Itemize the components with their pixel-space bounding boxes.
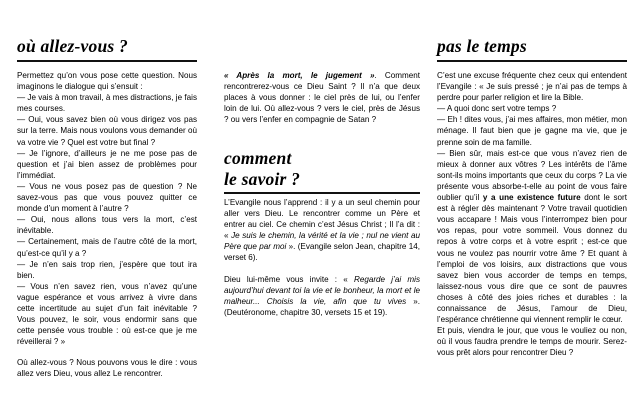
text-run: C’est une excuse fréquente chez ceux qui entendent l’Evangile : « Je suis pressé ; je n’ai pas de temps à perdre pour parler religion et lire la Bible. bbox=[437, 71, 627, 103]
paragraph bbox=[17, 114, 197, 147]
column-one bbox=[17, 0, 197, 400]
paragraph bbox=[17, 148, 197, 181]
text-run: Regarde j’ai mis aujourd’hui devant toi la vie et le bonheur, la mort et le malheur... Choisis la vie, afin que tu vives bbox=[224, 274, 420, 306]
text-run: Et puis, viendra le jour, que vous le vouliez ou non, où il vous faudra prendre le temps de mourir. Serez-vous prêt alors pour rencontrer Dieu ? bbox=[437, 326, 627, 358]
text-run: — Vous n’en savez rien, vous n’avez qu’une vague espérance et vous arrivez à vivre dans cette incertitude au sujet d’un fait inévitable ? Vous pouvez, le soir, vous endormir sans que cette pensée vous trouble : où est-ce que je me réveillerai ? » bbox=[17, 281, 197, 347]
text-run: ». (Evangile selon Jean, chapitre 14, verset 6). bbox=[224, 242, 420, 263]
heading-line: comment bbox=[224, 148, 292, 168]
heading-comment-le-savoir bbox=[224, 148, 420, 194]
text-run: — Certainement, mais de l’autre côté de la mort, qu’est-ce qu’il y a ? bbox=[17, 237, 197, 258]
paragraph bbox=[437, 148, 627, 326]
text-run: — Je n’en sais trop rien, j’espère que tout ira bien. bbox=[17, 259, 197, 280]
paragraph bbox=[17, 70, 197, 92]
text-run: dont le sort est à régler dès maintenant ? Votre travail quotidien vous accapare ! Mais vous l’interrompez bien pour vos repas, pour votre sommeil. Vous donnez du repos à votre corps et à votre esprit ; est-ce que vous ne voulez pas nourrir votre âme ? Et quant à l’emploi de vos loisirs, aux distractions que vous savez bien vous accorder de temps en temps, laissez-nous vous dire que ce sont de pauvres choses à côté des joies riches et durables : la connaissance de Jésus, l’amour de Dieu, l’espérance chrétienne qui viennent remplir le cœur. bbox=[437, 193, 627, 325]
heading-line: où allez-vous ? bbox=[17, 36, 128, 56]
column-one-body bbox=[17, 70, 197, 380]
text-run: L’Evangile nous l’apprend : il y a un seul chemin pour aller vers Dieu. Le rencontrer comme un Père et entrer au ciel. Ce chemin c’est Jésus Christ ; Il l’a dit : « bbox=[224, 198, 420, 241]
text-run: — Je l’ignore, d’ailleurs je ne me pose pas de question et j’ai bien assez de problèmes pour l’immédiat. bbox=[17, 148, 197, 180]
paragraph bbox=[437, 114, 627, 147]
text-run: — Bien sûr, mais est-ce que vous n’avez rien de mieux à donner aux vôtres ? Les intérêts de l’âme sont-ils moins importants que ceux du corps ? La vie présente vous absorbe-t-elle au point de vous faire oublier qu’il bbox=[437, 148, 627, 203]
text-run: . Comment rencontrerez-vous ce Dieu Saint ? Il n’a que deux places à vous donner : le ciel près de lui, ou l’enfer loin de lui. Où allez-vous ? vers le ciel, près de Jésus ? ou vers l’enfer en compagnie de Satan ? bbox=[224, 71, 420, 125]
column-two-body bbox=[224, 197, 420, 318]
text-run: — Je vais à mon travail, à mes distractions, je fais mes courses. bbox=[17, 93, 197, 114]
paragraph bbox=[437, 70, 627, 103]
text-run: — Vous ne vous posez pas de question ? Ne savez-vous pas que vous pouvez quitter ce monde d’un moment à l’autre ? bbox=[17, 181, 197, 214]
column-one-heading-block bbox=[17, 36, 197, 62]
text-run: ». (Deutéronome, chapitre 30, versets 15 et 19). bbox=[224, 296, 421, 317]
paragraph bbox=[17, 281, 197, 348]
heading-rule bbox=[17, 60, 197, 62]
paragraph bbox=[437, 103, 627, 114]
paragraph bbox=[17, 92, 197, 114]
heading-line: le savoir ? bbox=[224, 168, 301, 189]
text-run: Permettez qu’on vous pose cette question. Nous imaginons le dialogue qui s’ensuit : bbox=[17, 71, 197, 92]
text-run: y a une existence future bbox=[482, 193, 581, 203]
heading-pas-le-temps bbox=[437, 36, 627, 62]
paragraph bbox=[17, 181, 197, 214]
text-run: Où allez-vous ? Nous pouvons vous le dire : vous allez vers Dieu, vous allez Le rencontrer. bbox=[17, 358, 197, 379]
column-two bbox=[224, 0, 420, 400]
paragraph bbox=[437, 325, 627, 358]
column-three-heading-block bbox=[437, 36, 627, 62]
paragraph bbox=[224, 70, 420, 125]
heading-line: pas le temps bbox=[437, 36, 527, 56]
text-run: — Oui, nous allons tous vers la mort, c’est inévitable. bbox=[17, 215, 197, 236]
text-run: — Oui, vous savez bien où vous dirigez vos pas sur la terre. Mais nous voulons vous demander où va votre vie ? Quel est votre but final ? bbox=[17, 115, 197, 147]
column-two-heading-block bbox=[224, 148, 420, 194]
heading-rule bbox=[224, 192, 420, 194]
paragraph bbox=[224, 274, 420, 318]
heading-ou-allez-vous bbox=[17, 36, 197, 62]
heading-rule bbox=[437, 60, 627, 62]
text-run: Dieu lui-même vous invite : « bbox=[224, 274, 355, 284]
text-run: — A quoi donc sert votre temps ? bbox=[437, 104, 557, 114]
column-three-body bbox=[437, 70, 627, 358]
text-run: Je suis le chemin, la vérité et la vie ; nul ne vient au Père que par moi bbox=[224, 231, 420, 252]
column-two-intro-body bbox=[224, 70, 420, 125]
paragraph bbox=[17, 357, 197, 379]
paragraph bbox=[17, 236, 197, 258]
text-run: « Après la mort, le jugement » bbox=[224, 71, 375, 80]
paragraph bbox=[224, 197, 420, 264]
paragraph bbox=[17, 259, 197, 281]
paragraph bbox=[17, 214, 197, 236]
text-run: — Eh ! dites vous, j’ai mes affaires, mon métier, mon ménage. Il faut bien que je gagne ma vie, que je prenne soin de ma famille. bbox=[437, 115, 627, 147]
column-three bbox=[437, 0, 627, 400]
